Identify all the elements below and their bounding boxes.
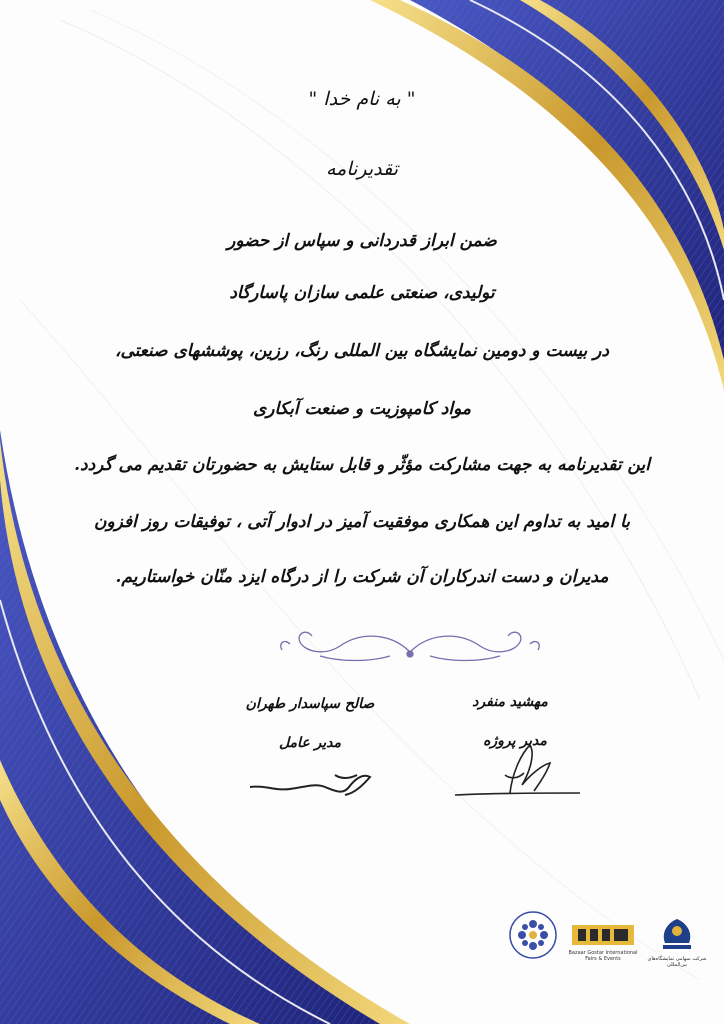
exhibitions-company-logo (655, 915, 699, 955)
signatory-right-role: مدیر پروژه (483, 733, 547, 749)
body-line: ضمن ابراز قدردانی و سپاس از حضور (227, 231, 497, 251)
ornament-divider (270, 622, 550, 668)
signature-right (450, 735, 590, 805)
body-line: تولیدی، صنعتی علمی سازان پاسارگاد (229, 283, 495, 303)
body-line: مدیران و دست اندرکاران آن شرکت را از درگاه ایزد منّان خواستاریم. (115, 567, 609, 587)
signatory-left-role: مدیر عامل (278, 735, 342, 751)
signatory-left-name: صالح سپاسدار طهران (245, 696, 375, 712)
invocation-text: " به نام خدا " (308, 88, 416, 110)
body-line: مواد کامپوزیت و صنعت آبکاری (253, 399, 471, 419)
certificate-title: تقدیرنامه (325, 158, 399, 180)
body-line: در بیست و دومین نمایشگاه بین المللی رنگ، رزین، پوششهای صنعتی، (115, 341, 609, 361)
logo-caption: شرکت سهامی نمایشگاه‌های بین‌المللی (647, 956, 707, 968)
trade-promotion-logo (508, 910, 558, 960)
body-line: این تقدیرنامه به جهت مشارکت مؤثّر و قابل ستایش به حضورتان تقدیم می گردد. (74, 455, 650, 475)
signatory-right-name: مهشید منفرد (472, 694, 548, 710)
signature-left (245, 765, 385, 810)
logo-caption: Bazaar Gostar International Fairs & Events (568, 950, 638, 962)
bazaar-gostar-logo (572, 925, 634, 953)
body-line: با امید به تداوم این همکاری موفقیت آمیز در ادوار آتی ، توفیقات روز افزون (93, 512, 631, 532)
